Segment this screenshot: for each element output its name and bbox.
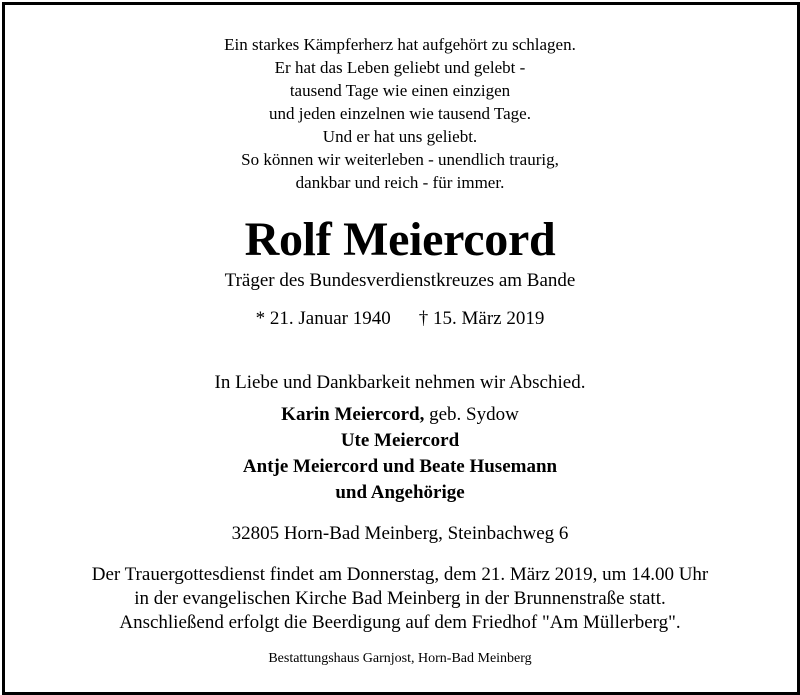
mourner-3: Antje Meiercord und Beate Husemann	[242, 456, 558, 477]
deceased-name: Rolf Meiercord	[244, 213, 556, 266]
funeral-home: Bestattungshaus Garnjost, Horn-Bad Meinberg	[268, 651, 532, 666]
life-dates	[0, 308, 800, 330]
poem-line-6: So können wir weiterleben - unendlich traurig,	[241, 150, 559, 169]
poem-line-7: dankbar und reich - für immer.	[295, 173, 505, 192]
mourner-4: und Angehörige	[335, 482, 465, 503]
poem-line-4: und jeden einzelnen wie tausend Tage.	[269, 104, 531, 123]
death-date: † 15. März 2019	[418, 308, 545, 329]
mourner-1-name: Karin Meiercord,	[281, 404, 425, 425]
mourner-1	[0, 404, 800, 426]
family-address: 32805 Horn-Bad Meinberg, Steinbachweg 6	[231, 523, 569, 544]
deceased-honor: Träger des Bundesverdienstkreuzes am Bande	[224, 270, 576, 291]
birth-date: * 21. Januar 1940	[255, 308, 391, 329]
service-line-1: Der Trauergottesdienst findet am Donnerstag, dem 21. März 2019, um 14.00 Uhr	[91, 564, 709, 585]
poem-line-3: tausend Tage wie einen einzigen	[289, 81, 511, 100]
mourner-1-note: geb. Sydow	[429, 404, 519, 425]
service-line-3: Anschließend erfolgt die Beerdigung auf dem Friedhof "Am Müllerberg".	[119, 612, 681, 633]
mourner-2: Ute Meiercord	[340, 430, 460, 451]
poem-line-5: Und er hat uns geliebt.	[322, 127, 478, 146]
poem-line-2: Er hat das Leben geliebt und gelebt -	[274, 58, 526, 77]
poem-line-1: Ein starkes Kämpferherz hat aufgehört zu schlagen.	[224, 35, 576, 54]
farewell-text: In Liebe und Dankbarkeit nehmen wir Abschied.	[214, 372, 586, 393]
service-line-2: in der evangelischen Kirche Bad Meinberg in der Brunnenstraße statt.	[134, 588, 666, 609]
